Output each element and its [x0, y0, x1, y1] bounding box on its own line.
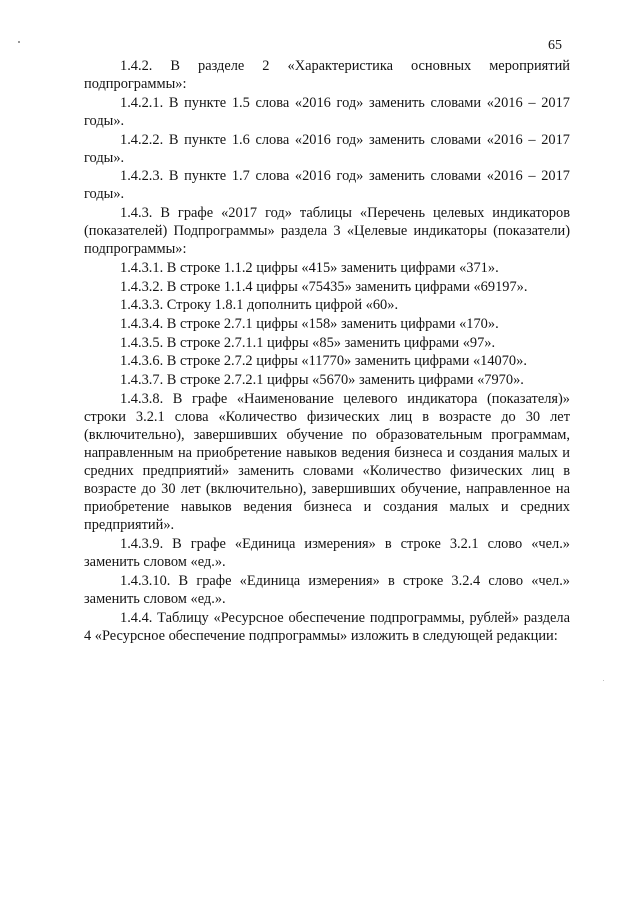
document-body [84, 57, 570, 646]
paragraph-1-4-3: 1.4.3. В графе «2017 год» таблицы «Перечень целевых индикаторов (показателей) Подпрограммы» раздела 3 «Целевые индикаторы (показатели) подпрограммы»: [84, 205, 570, 258]
paragraph-1-4-3-9: 1.4.3.9. В графе «Единица измерения» в строке 3.2.1 слово «чел.» заменить словом «ед.». [84, 536, 570, 571]
paragraph-1-4-2-3: 1.4.2.3. В пункте 1.7 слова «2016 год» заменить словами «2016 – 2017 годы». [84, 168, 570, 203]
paragraph-1-4-3-6: 1.4.3.6. В строке 2.7.2 цифры «11770» заменить цифрами «14070». [120, 353, 527, 370]
paragraph-1-4-4: 1.4.4. Таблицу «Ресурсное обеспечение подпрограммы, рублей» раздела 4 «Ресурсное обеспечение подпрограммы» изложить в следующей редакции: [84, 609, 570, 644]
paragraph-1-4-2-2: 1.4.2.2. В пункте 1.6 слова «2016 год» заменить словами «2016 – 2017 годы». [84, 131, 570, 166]
paragraph-1-4-3-7: 1.4.3.7. В строке 2.7.2.1 цифры «5670» заменить цифрами «7970». [120, 372, 524, 389]
scan-speck [603, 680, 604, 681]
page-number: 65 [548, 38, 562, 53]
scan-speck [18, 41, 20, 43]
paragraph-1-4-3-10: 1.4.3.10. В графе «Единица измерения» в строке 3.2.4 слово «чел.» заменить словом «ед.». [84, 572, 570, 608]
paragraph-1-4-2: 1.4.2. В разделе 2 «Характеристика основных мероприятий подпрограммы»: [84, 58, 570, 93]
paragraph-1-4-3-1: 1.4.3.1. В строке 1.1.2 цифры «415» заменить цифрами «371». [120, 260, 499, 276]
paragraph-1-4-3-3: 1.4.3.3. Строку 1.8.1 дополнить цифрой «60». [120, 297, 399, 314]
paragraph-1-4-3-5: 1.4.3.5. В строке 2.7.1.1 цифры «85» заменить цифрами «97». [120, 334, 496, 351]
paragraph-1-4-3-8: 1.4.3.8. В графе «Наименование целевого индикатора (показателя)» строки 3.2.1 слова «Количество физических лиц в возрасте до 30 лет (включительно), завершивших обучение по образовательным программам, направленным на приобретение навыков ведения бизнеса и создания малых и средних предприятий» заменить словами «Количество физических лиц в возрасте до 30 лет (включительно), завершивших обучение, направленное на приобретение навыков ведения бизнеса и создания малых и средних предприятий». [84, 390, 570, 534]
paragraph-1-4-3-4: 1.4.3.4. В строке 2.7.1 цифры «158» заменить цифрами «170». [120, 316, 499, 333]
paragraph-1-4-2-1: 1.4.2.1. В пункте 1.5 слова «2016 год» заменить словами «2016 – 2017 годы». [84, 94, 570, 129]
paragraph-1-4-3-2: 1.4.3.2. В строке 1.1.4 цифры «75435» заменить цифрами «69197». [120, 278, 528, 295]
